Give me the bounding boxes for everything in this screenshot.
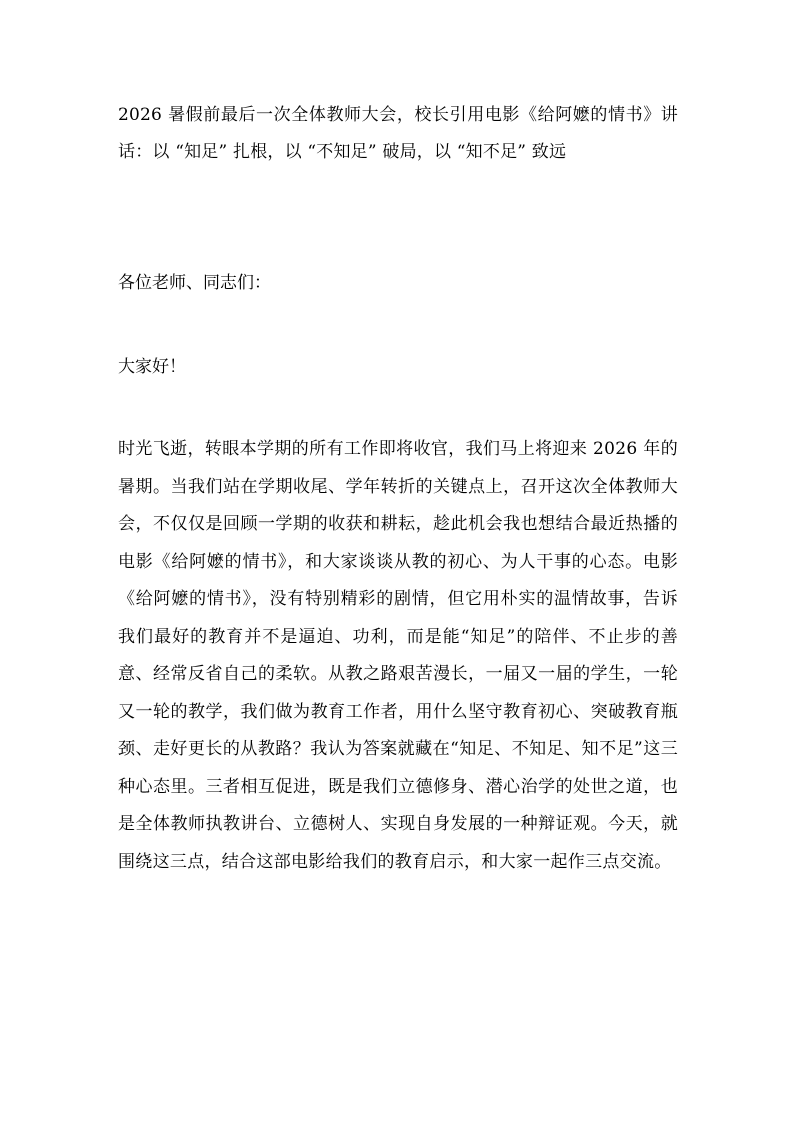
document-title: 2026 暑假前最后一次全体教师大会，校长引用电影《给阿嬷的情书》讲话：以 “知足” 扎根，以 “不知足” 破局，以 “知不足” 致远: [118, 105, 678, 162]
salutation: 各位老师、同志们：: [118, 273, 271, 293]
body-paragraph: 时光飞逝，转眼本学期的所有工作即将收官，我们马上将迎来 2026 年的暑期。当我们站在学期收尾、学年转折的关键点上，召开这次全体教师大会，不仅仅是回顾一学期的收获和耕耘，趁此机会我也想结合最近热播的电影《给阿嬷的情书》，和大家谈谈从教的初心、为人干事的心态。电影《给阿嬷的情书》，没有特别精彩的剧情，但它用朴实的温情故事，告诉我们最好的教育并不是逼迫、功利，而是能“知足”的陪伴、不止步的善意、经常反省自己的柔软。从教之路艰苦漫长，一届又一届的学生，一轮又一轮的教学，我们做为教育工作者，用什么坚守教育初心、突破教育瓶颈、走好更长的从教路？我认为答案就藏在“知足、不知足、知不足”这三种心态里。三者相互促进，既是我们立德修身、潜心治学的处世之道，也是全体教师执教讲台、立德树人、实现自身发展的一种辩证观。今天，就围绕这三点，结合这部电影给我们的教育启示，和大家一起作三点交流。: [118, 439, 678, 872]
greeting: 大家好！: [118, 357, 186, 377]
